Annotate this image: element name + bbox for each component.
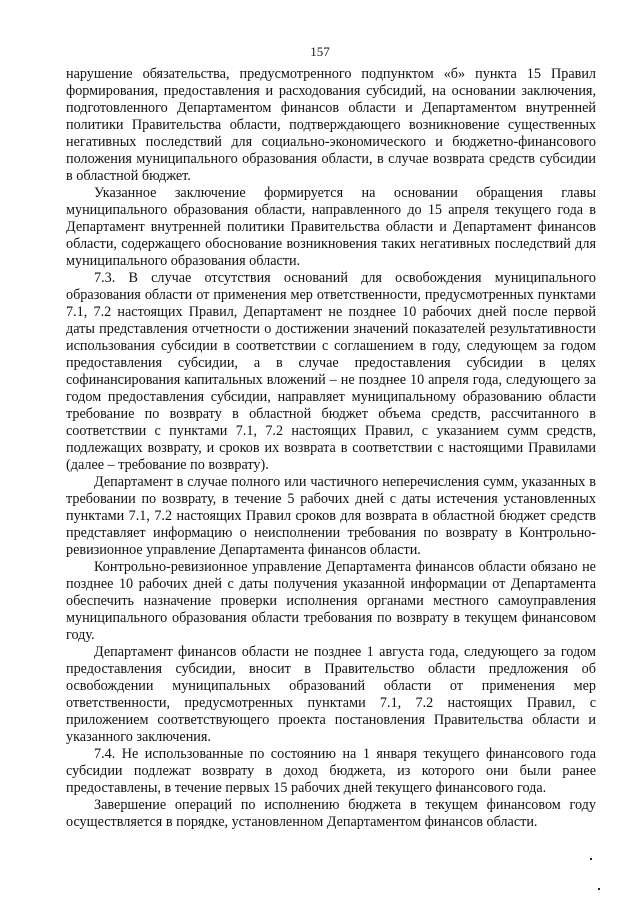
scan-speck [590,858,592,860]
paragraph-conclusion: Указанное заключение формируется на основании обращения главы муниципального образования области, направленного до 15 апреля текущего года в Департамент внутренней политики Правительства области и Департамент финансов области, содержащего обоснование возникновения таких негативных последствий для муниципального образования области. [66,185,596,269]
paragraph-department-info: Департамент в случае полного или частичного неперечисления сумм, указанных в требовании по возврату, в течение 5 рабочих дней с даты истечения установленных пунктами 7.1, 7.2 настоящих Правил сроков для возврата в областной бюджет средств представляет информацию о неисполнении требования по возврату в Контрольно-ревизионное управление Департамента финансов области. [66,474,596,558]
page-number: 157 [310,44,330,59]
paragraph-audit-office: Контрольно-ревизионное управление Департамента финансов области обязано не позднее 10 рабочих дней с даты получения указанной информации от Департамента обеспечить назначение проверки исполнения органами местного самоуправления муниципального образования области требования по возврату в текущем финансовом году. [66,559,596,643]
paragraph-completion: Завершение операций по исполнению бюджета в текущем финансовом году осуществляется в порядке, установленном Департаментом финансов области. [66,797,596,830]
scan-speck [598,888,600,890]
document-body [66,66,596,831]
paragraph-finance-department: Департамент финансов области не позднее 1 августа года, следующего за годом предоставления субсидии, вносит в Правительство области предложения об освобождении муниципальных образований области от применения мер ответственности, предусмотренных пунктами 7.1, 7.2 настоящих Правил, с приложением соответствующего проекта постановления Правительства области и указанного заключения. [66,644,596,745]
paragraph-7-3: 7.3. В случае отсутствия оснований для освобождения муниципального образования области от применения мер ответственности, предусмотренных пунктами 7.1, 7.2 настоящих Правил, Департамент не позднее 10 рабочих дней после первой даты представления отчетности о достижении значений показателей результативности использования субсидии в соответствии с соглашением в году, следующем за годом предоставления субсидии, а в случае предоставления субсидии в целях софинансирования капитальных вложений – не позднее 10 апреля года, следующего за годом предоставления субсидии, направляет муниципальному образованию области требование по возврату в областной бюджет объема средств, рассчитанного в соответствии с пунктами 7.1, 7.2 настоящих Правил, с указанием сумм средств, подлежащих возврату, и сроков их возврата в соответствии с настоящими Правилами (далее – требование по возврату). [66,270,596,473]
paragraph-7-4: 7.4. Не использованные по состоянию на 1 января текущего финансового года субсидии подлежат возврату в доход бюджета, из которого они были ранее предоставлены, в течение первых 15 рабочих дней текущего финансового года. [66,746,596,796]
paragraph-continuation: нарушение обязательства, предусмотренного подпунктом «б» пункта 15 Правил формирования, предоставления и расходования субсидий, на основании заключения, подготовленного Департаментом финансов области и Департаментом внутренней политики Правительства области, подтверждающего возникновение существенных негативных последствий для социально-экономического и бюджетно-финансового положения муниципального образования области, в случае возврата средств субсидии в областной бюджет. [66,66,596,184]
